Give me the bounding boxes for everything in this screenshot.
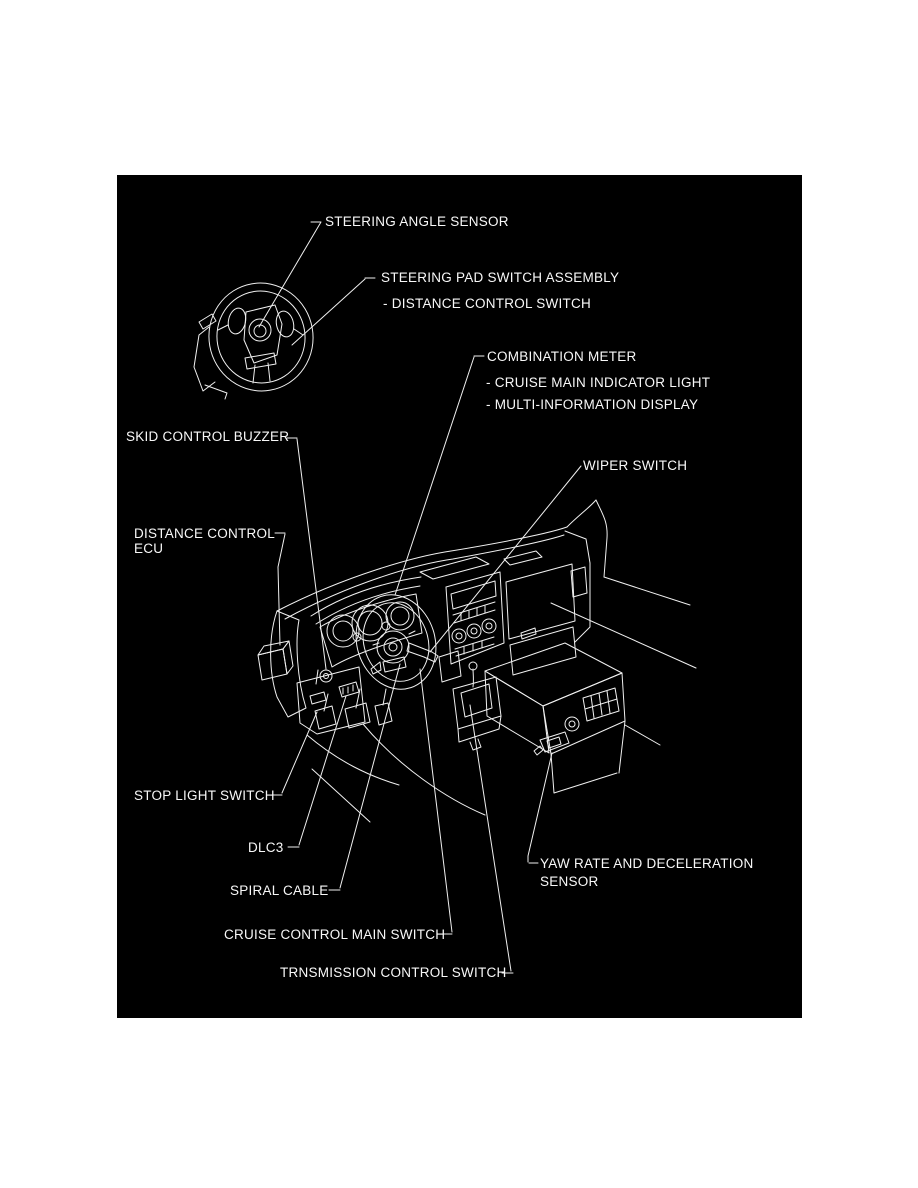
leader-trnsmission-control-switch bbox=[470, 705, 513, 973]
steering-pad-switch-right bbox=[274, 310, 296, 339]
leader-lines bbox=[259, 222, 581, 973]
callout-yaw-rate-sensor-line1: YAW RATE AND DECELERATION bbox=[540, 856, 754, 871]
shift-lever-assembly bbox=[453, 662, 501, 750]
component-location-diagram bbox=[117, 175, 802, 1018]
wiper-switch-stalk bbox=[407, 643, 438, 662]
leader-distance-control-ecu bbox=[275, 533, 285, 645]
leader-steering-pad-switch bbox=[292, 278, 375, 345]
callout-cruise-main-indicator-light: - CRUISE MAIN INDICATOR LIGHT bbox=[486, 375, 711, 390]
leader-stop-light-switch bbox=[272, 712, 317, 795]
callout-distance-control-ecu-line1: DISTANCE CONTROL bbox=[134, 526, 276, 541]
callout-dlc3: DLC3 bbox=[248, 840, 284, 855]
callout-trnsmission-control-switch: TRNSMISSION CONTROL SWITCH bbox=[280, 965, 507, 980]
leader-combination-meter bbox=[395, 356, 484, 595]
callout-skid-control-buzzer: SKID CONTROL BUZZER bbox=[126, 429, 290, 444]
center-stack bbox=[439, 572, 504, 682]
callout-stop-light-switch: STOP LIGHT SWITCH bbox=[134, 788, 275, 803]
leader-spiral-cable bbox=[329, 664, 400, 890]
steering-wheel-drawing bbox=[194, 275, 322, 399]
dashboard-drawing bbox=[258, 500, 696, 822]
dlc3-connector-part bbox=[339, 682, 359, 697]
leader-skid-control-buzzer bbox=[287, 438, 326, 669]
yaw-rate-sensor-part bbox=[534, 732, 569, 755]
callout-distance-control-switch: - DISTANCE CONTROL SWITCH bbox=[383, 296, 591, 311]
leader-cruise-control-main-switch bbox=[420, 669, 452, 934]
distance-control-ecu-part bbox=[258, 641, 293, 680]
center-console bbox=[485, 643, 625, 793]
callout-cruise-control-main-switch: CRUISE CONTROL MAIN SWITCH bbox=[224, 927, 446, 942]
cruise-control-stalk bbox=[371, 662, 381, 674]
callout-yaw-rate-sensor-line2: SENSOR bbox=[540, 874, 599, 889]
callout-spiral-cable: SPIRAL CABLE bbox=[230, 883, 329, 898]
callout-steering-pad-switch-assembly: STEERING PAD SWITCH ASSEMBLY bbox=[381, 270, 620, 285]
callout-distance-control-ecu-line2: ECU bbox=[134, 541, 164, 556]
leader-steering-angle-sensor bbox=[259, 222, 321, 327]
callout-steering-angle-sensor: STEERING ANGLE SENSOR bbox=[325, 214, 509, 229]
leader-yaw-rate-sensor bbox=[528, 753, 552, 863]
steering-angle-sensor-ring bbox=[249, 319, 271, 341]
callout-multi-information-display: - MULTI-INFORMATION DISPLAY bbox=[486, 397, 699, 412]
callout-wiper-switch: WIPER SWITCH bbox=[583, 458, 688, 473]
callout-combination-meter: COMBINATION METER bbox=[487, 349, 637, 364]
pedals bbox=[315, 689, 392, 729]
